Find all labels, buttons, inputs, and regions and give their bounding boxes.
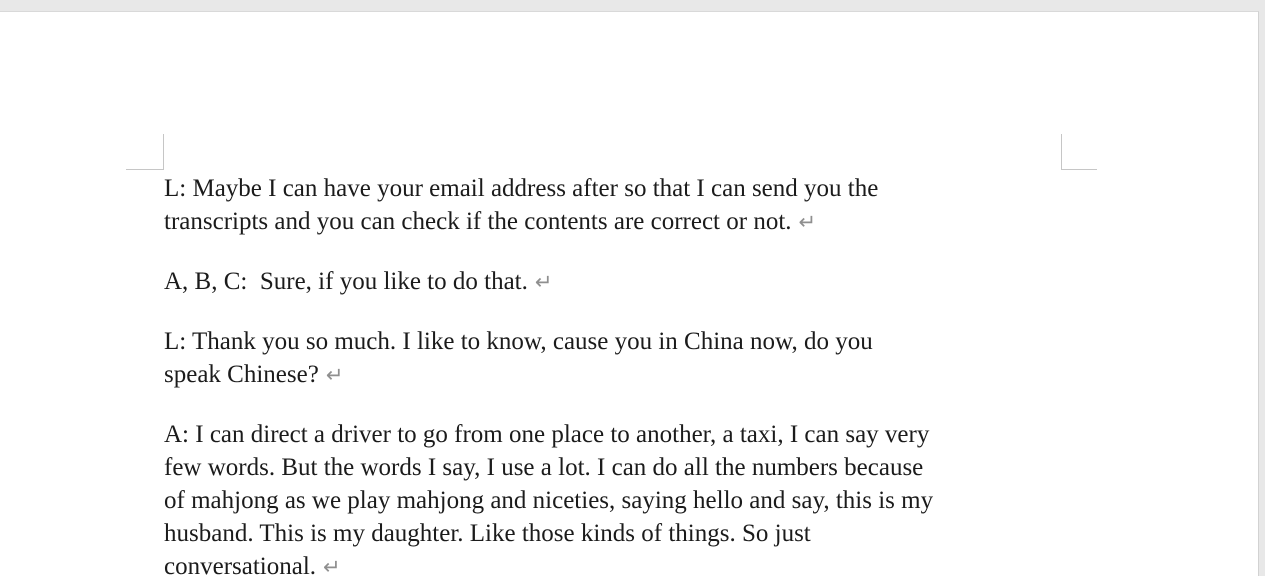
paragraph-line: transcripts and you can check if the contents are correct or not. [164, 208, 792, 235]
paragraph-return-mark-icon: ↵ [325, 363, 344, 387]
paragraph-return-mark-icon: ↵ [798, 210, 817, 234]
paragraph-line: L: Maybe I can have your email address after so that I can send you the [164, 175, 879, 202]
paragraph [164, 418, 1124, 576]
paragraph-line: of mahjong as we play mahjong and niceties, saying hello and say, this is my [164, 487, 934, 514]
margin-crop-mark-top-left [126, 134, 164, 170]
document-page[interactable] [0, 11, 1259, 576]
document-text[interactable] [164, 172, 1124, 576]
paragraph [164, 265, 1124, 299]
paragraph-line: conversational. [164, 553, 317, 576]
paragraph-line: L: Thank you so much. I like to know, cause you in China now, do you [164, 328, 873, 355]
paragraph-line: A: I can direct a driver to go from one place to another, a taxi, I can say very [164, 421, 930, 448]
paragraph-line: husband. This is my daughter. Like those kinds of things. So just [164, 520, 811, 547]
paragraph-line: few words. But the words I say, I use a lot. I can do all the numbers because [164, 454, 924, 481]
paragraph-return-mark-icon: ↵ [323, 555, 341, 576]
paragraph-line: speak Chinese? [164, 361, 319, 388]
margin-crop-mark-top-right [1061, 134, 1097, 170]
paragraph [164, 172, 1124, 239]
paragraph-line: A, B, C: Sure, if you like to do that. [164, 268, 528, 295]
paragraph-return-mark-icon: ↵ [534, 270, 553, 294]
paragraph [164, 325, 1124, 392]
